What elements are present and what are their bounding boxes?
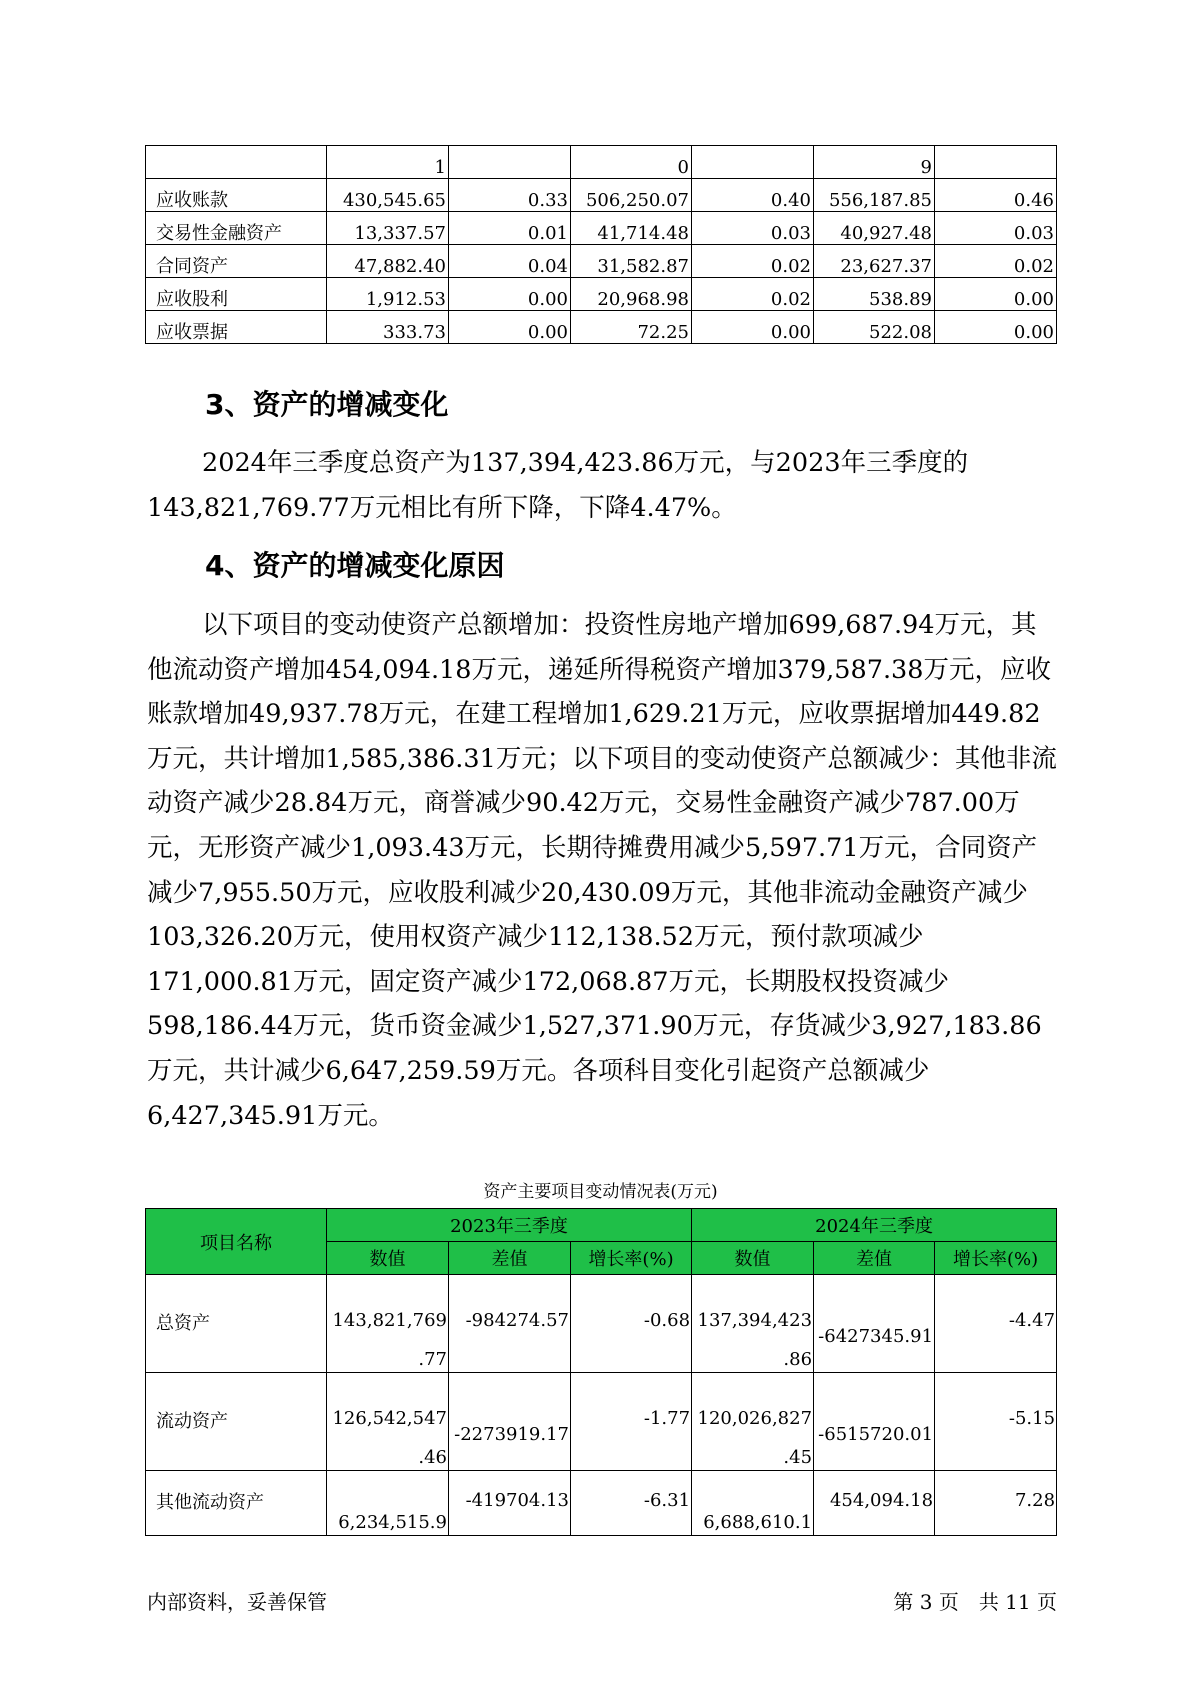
value-part: 454,094.18 — [829, 1490, 934, 1511]
column-header-rate: 增长率(%) — [935, 1242, 1057, 1275]
table-cell — [146, 146, 327, 179]
row-label: 应收票据 — [146, 311, 327, 344]
table-cell: 0.03 — [935, 212, 1057, 245]
table-cell: 31,582.87 — [571, 245, 692, 278]
table-row — [146, 212, 1057, 245]
value-part: 126,542,547 — [332, 1408, 447, 1429]
table-cell — [692, 1471, 814, 1536]
table-cell — [692, 146, 814, 179]
column-header-diff: 差值 — [449, 1242, 571, 1275]
footer-page-number: 第 3 页 共 11 页 — [893, 1590, 1057, 1614]
table-cell: 47,882.40 — [327, 245, 449, 278]
table-cell — [571, 1471, 692, 1536]
table-cell: 0.00 — [692, 311, 814, 344]
footer-confidential-note: 内部资料，妥善保管 — [147, 1590, 327, 1614]
table-cell: 13,337.57 — [327, 212, 449, 245]
table-cell: 0.40 — [692, 179, 814, 212]
table-cell: 0.00 — [935, 311, 1057, 344]
section-heading: 4、资产的增减变化原因 — [205, 549, 505, 582]
section-heading: 3、资产的增减变化 — [205, 388, 449, 421]
table-cell — [935, 1275, 1057, 1373]
table-row — [146, 245, 1057, 278]
value-part: -984274.57 — [465, 1310, 569, 1331]
column-header-rate: 增长率(%) — [571, 1242, 692, 1275]
value-part: -0.68 — [643, 1310, 691, 1331]
value-part: .45 — [783, 1447, 813, 1468]
asset-ratio-table — [145, 145, 1057, 344]
table-cell — [935, 1471, 1057, 1536]
row-label: 合同资产 — [146, 245, 327, 278]
column-header-value: 数值 — [692, 1242, 814, 1275]
table-cell: 40,927.48 — [814, 212, 935, 245]
table-cell — [571, 1275, 692, 1373]
table-cell: 1,912.53 — [327, 278, 449, 311]
table-cell: 0 — [571, 146, 692, 179]
section-paragraph: 以下项目的变动使资产总额增加：投资性房地产增加699,687.94万元，其他流动资产增加454,094.18万元，递延所得税资产增加379,587.38万元，应收账款增加49,937.78万元，在建工程增加1,629.21万元，应收票据增加449.82万元，共计增加1,585,386.31万元；以下项目的变动使资产总额减少：其他非流动资产减少28.84万元，商誉减少90.42万元，交易性金融资产减少787.00万元，无形资产减少1,093.43万元，长期待摊费用减少5,597.71万元，合同资产减少7,955.50万元，应收股利减少20,430.09万元，其他非流动金融资产减少103,326.20万元，使用权资产减少112,138.52万元，预付款项减少171,000.81万元，固定资产减少172,068.87万元，长期股权投资减少598,186.44万元，货币资金减少1,527,371.90万元，存货减少3,927,183.86万元，共计减少6,647,259.59万元。各项科目变化引起资产总额减少6,427,345.91万元。 — [147, 610, 1057, 1131]
table-cell: 9 — [814, 146, 935, 179]
column-header-value: 数值 — [327, 1242, 449, 1275]
value-part: -5.15 — [1008, 1408, 1056, 1429]
table-cell — [327, 1373, 449, 1471]
table-cell: 0.02 — [692, 245, 814, 278]
value-part: 137,394,423 — [697, 1310, 813, 1331]
table-cell: 0.04 — [449, 245, 571, 278]
table-cell: 0.00 — [935, 278, 1057, 311]
value-part: -1.77 — [643, 1408, 691, 1429]
table-cell: 0.01 — [449, 212, 571, 245]
value-part: 6,234,515.9 — [338, 1512, 447, 1533]
table-cell: 1 — [327, 146, 449, 179]
row-label: 应收账款 — [146, 179, 327, 212]
table-cell — [814, 1471, 935, 1536]
table-row — [146, 179, 1057, 212]
table-cell: 506,250.07 — [571, 179, 692, 212]
value-part: -2273919.17 — [454, 1424, 569, 1445]
table-cell — [449, 1471, 571, 1536]
column-header-diff: 差值 — [814, 1242, 935, 1275]
table-cell — [571, 1373, 692, 1471]
value-part: .46 — [418, 1447, 447, 1468]
value-part: 143,821,769 — [332, 1310, 447, 1331]
value-part: .86 — [783, 1349, 813, 1370]
value-part: -4.47 — [1008, 1310, 1056, 1331]
table-row — [146, 278, 1057, 311]
table-cell — [327, 1275, 449, 1373]
table-cell — [814, 1373, 935, 1471]
table-cell — [814, 1275, 935, 1373]
table-cell — [935, 146, 1057, 179]
value-part: -6427345.91 — [818, 1326, 934, 1347]
table-header-row — [146, 146, 1057, 179]
table-caption: 资产主要项目变动情况表(万元) — [483, 1182, 718, 1202]
table-row — [146, 1373, 1057, 1471]
row-label: 应收股利 — [146, 278, 327, 311]
table-cell: 0.46 — [935, 179, 1057, 212]
table-cell: 556,187.85 — [814, 179, 935, 212]
value-part: .77 — [418, 1349, 447, 1370]
table-row — [146, 1471, 1057, 1536]
table-cell — [449, 1373, 571, 1471]
value-part: -6515720.01 — [818, 1424, 934, 1445]
column-header-item: 项目名称 — [146, 1209, 327, 1275]
table-cell: 0.02 — [935, 245, 1057, 278]
table-cell: 0.02 — [692, 278, 814, 311]
table-cell — [935, 1373, 1057, 1471]
row-label: 交易性金融资产 — [146, 212, 327, 245]
table-cell: 20,968.98 — [571, 278, 692, 311]
table-cell: 538.89 — [814, 278, 935, 311]
value-part: 6,688,610.1 — [703, 1512, 813, 1533]
table-cell — [449, 1275, 571, 1373]
section-paragraph: 2024年三季度总资产为137,394,423.86万元，与2023年三季度的143,821,769.77万元相比有所下降，下降4.47%。 — [147, 448, 969, 523]
value-part: -6.31 — [643, 1490, 691, 1511]
column-group-2024: 2024年三季度 — [692, 1209, 1057, 1242]
table-cell: 0.33 — [449, 179, 571, 212]
row-label: 总资产 — [146, 1275, 327, 1373]
table-cell — [692, 1373, 814, 1471]
table-cell: 333.73 — [327, 311, 449, 344]
value-part: 7.28 — [1014, 1490, 1056, 1511]
table-cell: 522.08 — [814, 311, 935, 344]
table-cell: 23,627.37 — [814, 245, 935, 278]
table-cell: 72.25 — [571, 311, 692, 344]
table-header-row — [146, 1209, 1057, 1242]
row-label: 流动资产 — [146, 1373, 327, 1471]
table-cell: 0.00 — [449, 278, 571, 311]
table-cell: 0.03 — [692, 212, 814, 245]
table-cell: 430,545.65 — [327, 179, 449, 212]
table-row — [146, 1275, 1057, 1373]
column-group-2023: 2023年三季度 — [327, 1209, 692, 1242]
value-part: -419704.13 — [465, 1490, 569, 1511]
table-cell — [692, 1275, 814, 1373]
asset-change-table — [145, 1208, 1057, 1536]
value-part: 120,026,827 — [697, 1408, 813, 1429]
table-row — [146, 311, 1057, 344]
table-cell: 41,714.48 — [571, 212, 692, 245]
row-label: 其他流动资产 — [146, 1471, 327, 1536]
table-cell — [449, 146, 571, 179]
table-cell — [327, 1471, 449, 1536]
table-cell: 0.00 — [449, 311, 571, 344]
